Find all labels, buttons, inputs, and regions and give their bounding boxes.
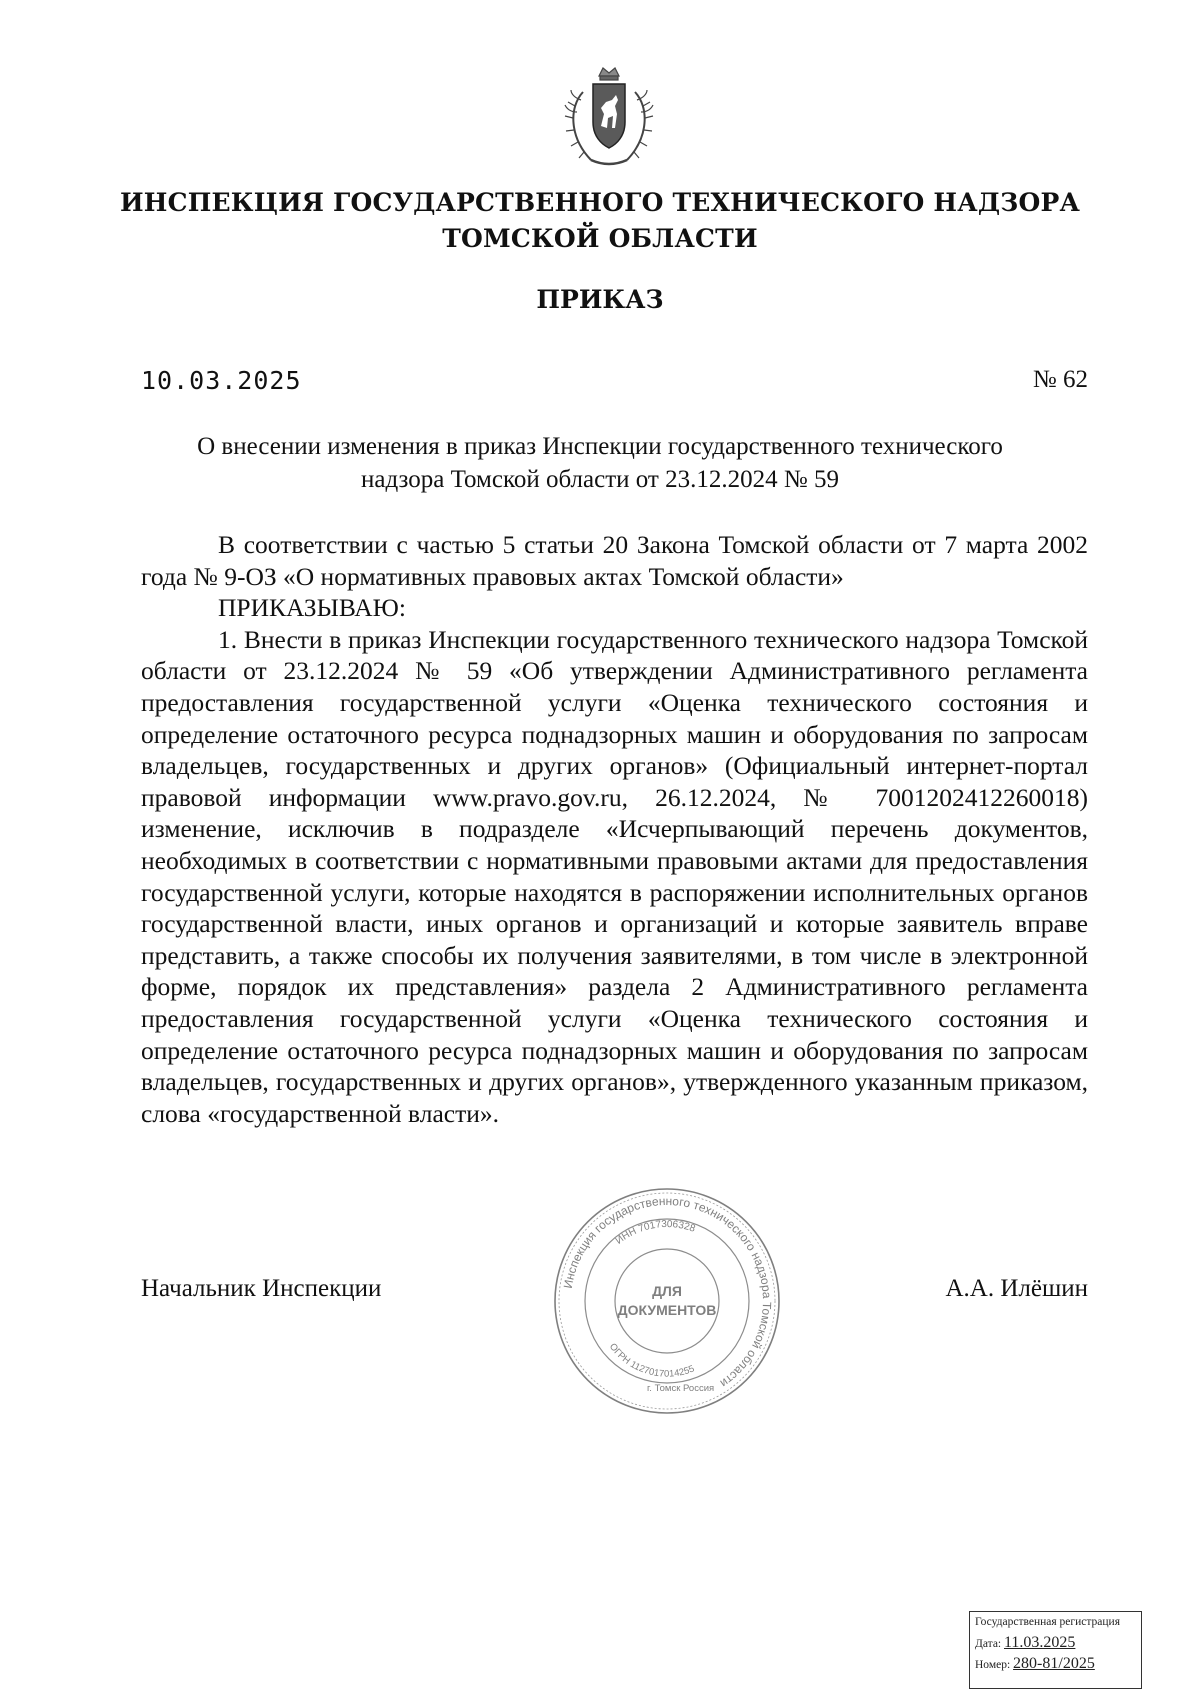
registration-date-value: 11.03.2025 [1004,1634,1076,1651]
registration-date-row [975,1632,1136,1653]
registration-number-value: 280-81/2025 [1013,1655,1095,1672]
registration-number-row [975,1653,1136,1674]
document-body [141,529,1088,1129]
registration-title: Государственная регистрация [975,1616,1120,1628]
registration-number-label: Номер: [975,1659,1011,1671]
document-subject [120,430,1080,496]
signer-position: Начальник Инспекции [141,1275,382,1302]
seal-ogrn-text: ОГРН 1127017014255 [606,1341,697,1380]
subject-line2: надзора Томской области от 23.12.2024 № 59 [361,466,839,493]
document-type-title: ПРИКАЗ [536,285,664,314]
order-word: ПРИКАЗЫВАЮ: [218,593,406,623]
coat-of-arms-icon [563,62,655,174]
subject-line1: О внесении изменения в приказ Инспекции государственного технического [197,433,1003,460]
document-date: 10.03.2025 [141,366,302,395]
org-name-line2: ТОМСКОЙ ОБЛАСТИ [442,224,758,253]
document-number: № 62 [1032,366,1088,393]
preamble-paragraph: В соответствии с частью 5 статьи 20 Закона Томской области от 7 марта 2002 года № 9-ОЗ «О нормативных правовых актах Томской области» [141,530,1088,591]
seal-outer-text: Инспекция государственного технического надзора Томской области [560,1193,775,1391]
seal-city-text: г. Томск Россия [647,1383,715,1394]
order-item-1: 1. Внести в приказ Инспекции государственного технического надзора Томской области от 23.12.2024 № 59 «Об утверждении Административного регламента предоставления государственной услуги «Оценка технического состояния и определение остаточного ресурса поднадзорных машин и оборудования по запросам владельцев, государственных и других органов» (Официальный интернет-портал правовой информации www.pravo.gov.ru, 26.12.2024, № 7001202412260018) изменение, исключив в подразделе «Исчерпывающий перечень документов, необходимых в соответствии с нормативными правовыми актами для предоставления государственной услуги, которые находятся в распоряжении исполнительных органов государственной власти, иных органов и организаций и которые заявитель вправе представить, а также способы их получения заявителями, в том числе в электронной форме, порядок их представления» раздела 2 Административного регламента предоставления государственной услуги «Оценка технического состояния и определение остаточного ресурса поднадзорных машин и оборудования по запросам владельцев, государственных и других органов», утвержденного указанным приказом, слова «государственной власти». [141,624,1088,1128]
seal-center-line1: ДЛЯ [652,1283,682,1299]
seal-inn-text: ИНН 7017306328 [613,1218,697,1247]
seal-center-line2: ДОКУМЕНТОВ [617,1302,717,1318]
registration-date-label: Дата: [975,1638,1002,1650]
official-seal-icon [551,1185,783,1417]
org-name-line1: ИНСПЕКЦИЯ ГОСУДАРСТВЕННОГО ТЕХНИЧЕСКОГО НАДЗОРА [119,188,1081,217]
signer-name: А.А. Илёшин [945,1275,1088,1302]
registration-box [969,1611,1142,1689]
